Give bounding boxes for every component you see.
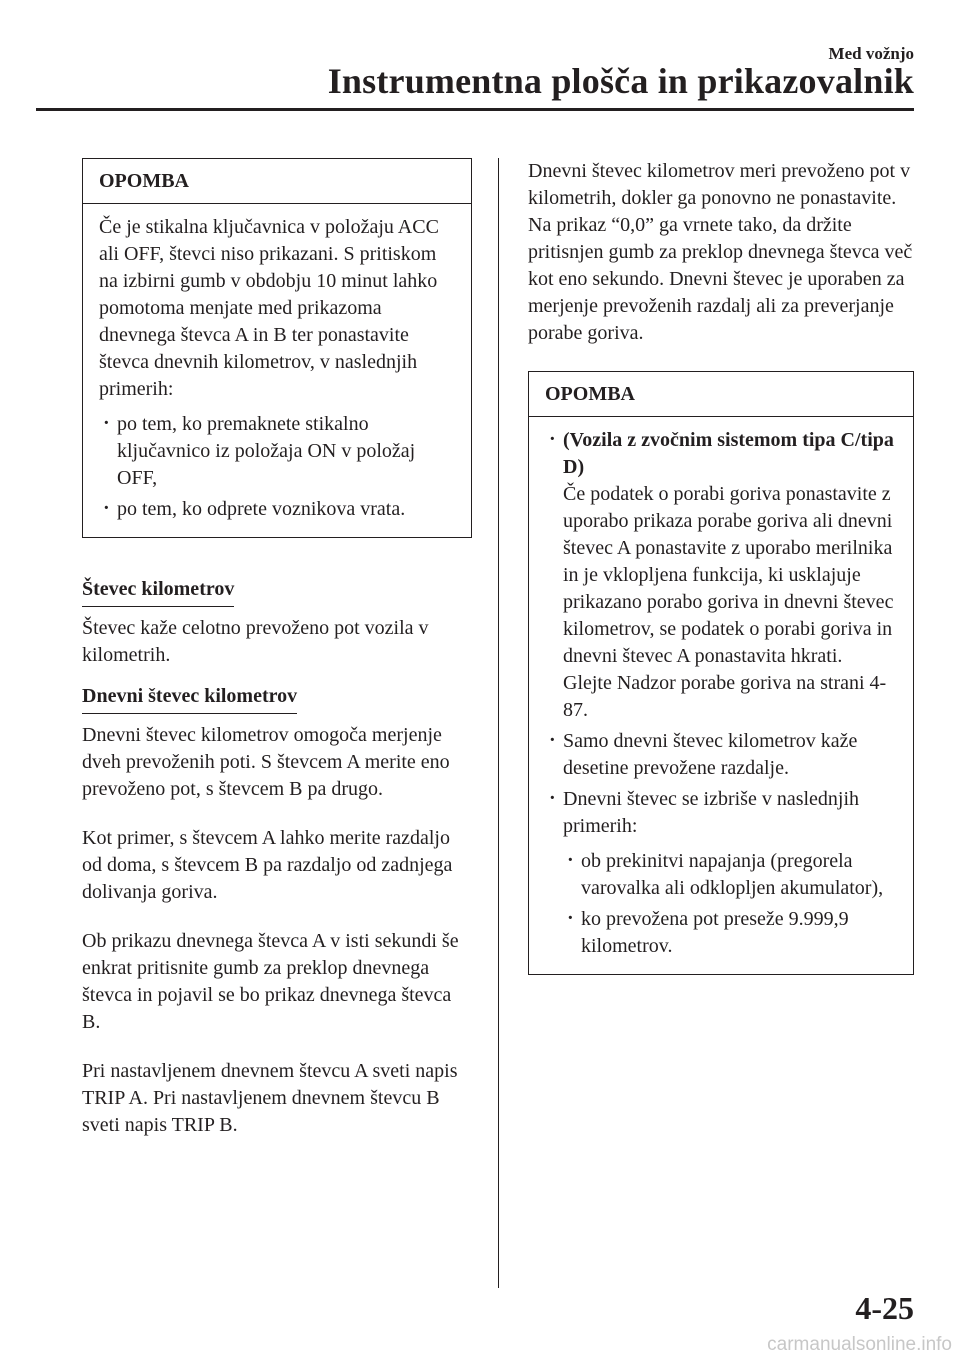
odometer-heading: Števec kilometrov [82,576,234,607]
watermark: carmanualsonline.info [767,1334,952,1355]
header-rule [36,108,914,111]
note-bullet: · Samo dnevni števec kilometrov kaže desetine prevožene razdalje. [545,728,901,782]
trip-heading: Dnevni števec kilometrov [82,683,297,714]
trip-paragraph-3: Ob prikazu dnevnega števca A v isti sekundi še enkrat pritisnite gumb za preklop dnevnega števca in pojavil se bo prikaz dnevnega števca B. [82,930,459,1033]
trip-paragraph-2: Kot primer, s števcem A lahko merite razdaljo od doma, s števcem B pa razdaljo od zadnjega dolivanja goriva. [82,827,453,903]
page-number: 4-25 [855,1290,914,1326]
note-bullet [545,786,901,960]
note-bullet-text: Dnevni števec se izbriše v naslednjih primerih: [563,788,860,837]
trip-intro: Dnevni števec kilometrov meri prevoženo pot v kilometrih, dokler ga ponovno ne ponastavite. Na prikaz “0,0” ga vrnete tako, da držite pritisnjen gumb za preklop dnevnega števca več kot eno sekundo. Dnevni števec je uporaben za merjenje prevoženih razdalj ali za preverjanje porabe goriva. [528,160,913,344]
note-box-right [528,371,914,975]
column-divider [498,158,499,1288]
note-bullets [545,427,901,960]
right-column [528,158,914,975]
note-bullet-bold: (Vozila z zvočnim sistemom tipa C/tipa D) [563,429,894,478]
trip-paragraph-4: Pri nastavljenem dnevnem števcu A sveti napis TRIP A. Pri nastavljenem dnevnem števcu B sveti napis TRIP B. [82,1060,458,1136]
note-box-left [82,158,472,538]
note-text: Če je stikalna ključavnica v položaju ACC ali OFF, števci niso prikazani. S pritiskom na izbirni gumb v obdobju 10 minut lahko pomotoma menjate med prikazoma dnevnega števca A in B ter ponastavite števca dnevnih kilometrov, v naslednjih primerih: [99,216,439,400]
note-title: OPOMBA [529,372,913,417]
note-bullet [545,427,901,724]
page-title: Instrumentna plošča in prikazovalnik [327,61,914,101]
note-sub-bullet: · ob prekinitvi napajanja (pregorela varovalka ali odklopljen akumulator), [563,848,901,902]
note-title: OPOMBA [83,159,471,204]
note-sub-bullets [563,848,901,960]
left-column [82,158,472,1153]
trip-paragraph-1: Dnevni števec kilometrov omogoča merjenje dveh prevoženih poti. S števcem A merite eno prevoženo pot, s števcem B pa drugo. [82,724,450,800]
section-label: Med vožnjo [828,44,914,63]
note-body [529,417,913,974]
note-bullet: · po tem, ko premaknete stikalno ključavnico iz položaja ON v položaj OFF, [99,411,459,492]
note-sub-bullet: · ko prevožena pot preseže 9.999,9 kilometrov. [563,906,901,960]
note-bullet-text: Če podatek o porabi goriva ponastavite z uporabo prikaza porabe goriva ali dnevni števec A ponastavite z uporabo merilnika in je vklopljena funkcija, ki usklajuje prikazano porabo goriva in dnevni števec kilometrov, se podatek o porabi goriva in dnevni števec A ponastavita hkrati. [563,483,894,667]
note-bullet-reference: Glejte Nadzor porabe goriva na strani 4-87. [563,672,887,721]
odometer-text: Števec kaže celotno prevoženo pot vozila v kilometrih. [82,617,429,666]
note-bullets [99,411,459,523]
note-bullet: · po tem, ko odprete voznikova vrata. [99,496,459,523]
note-body [83,204,471,537]
